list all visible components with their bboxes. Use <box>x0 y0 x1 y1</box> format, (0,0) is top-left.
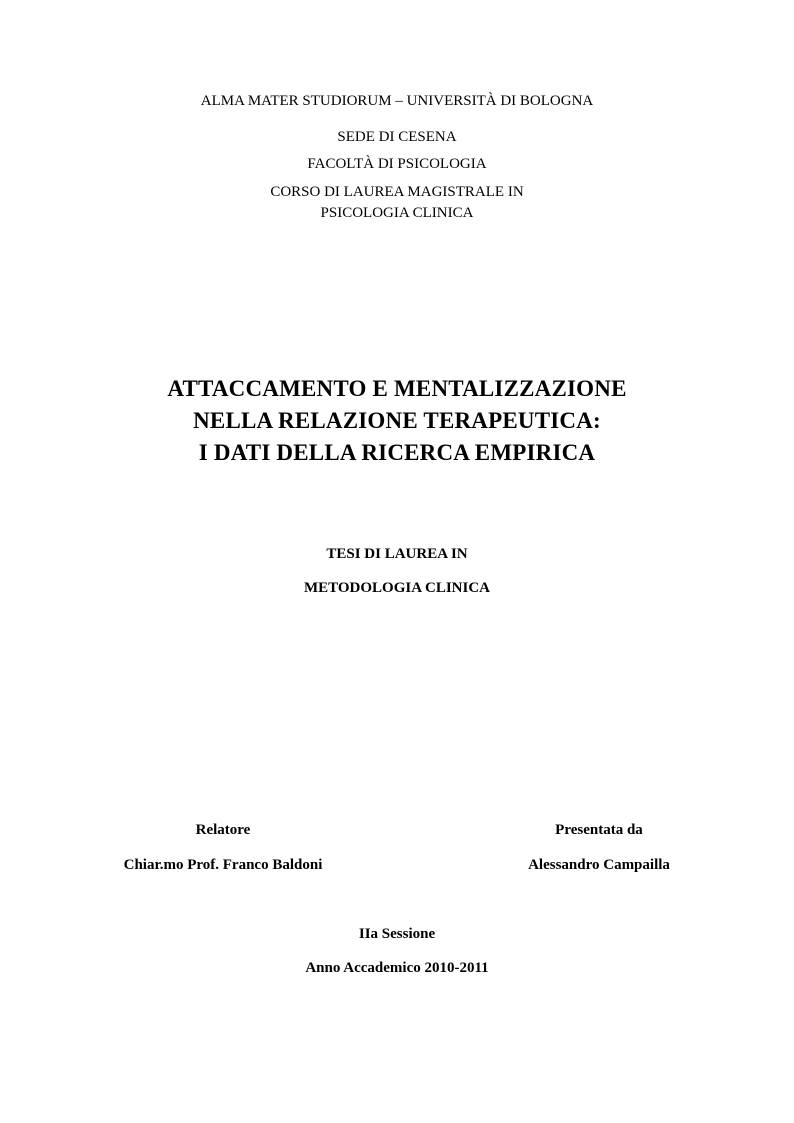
supervisor-label: Relatore <box>195 822 251 838</box>
author-name: Alessandro Campailla <box>528 857 670 873</box>
faculty-name: FACOLTÀ DI PSICOLOGIA <box>307 156 487 172</box>
thesis-subject: METODOLOGIA CLINICA <box>303 580 490 596</box>
campus-name: SEDE DI CESENA <box>337 129 457 145</box>
author-label: Presentata da <box>555 822 643 838</box>
graduation-session: IIa Sessione <box>358 926 436 942</box>
thesis-title-line-2: NELLA RELAZIONE TERAPEUTICA: <box>193 408 601 433</box>
supervisor-name: Chiar.mo Prof. Franco Baldoni <box>123 857 323 873</box>
university-name: ALMA MATER STUDIORUM – UNIVERSITÀ DI BOLOGNA <box>200 93 594 109</box>
course-name-line-1: CORSO DI LAUREA MAGISTRALE IN <box>270 184 524 200</box>
thesis-type: TESI DI LAUREA IN <box>326 546 468 562</box>
thesis-title-line-1: ATTACCAMENTO E MENTALIZZAZIONE <box>167 376 627 401</box>
academic-year: Anno Accademico 2010-2011 <box>305 960 489 976</box>
course-name-line-2: PSICOLOGIA CLINICA <box>320 205 474 221</box>
thesis-title-line-3: I DATI DELLA RICERCA EMPIRICA <box>198 440 596 465</box>
